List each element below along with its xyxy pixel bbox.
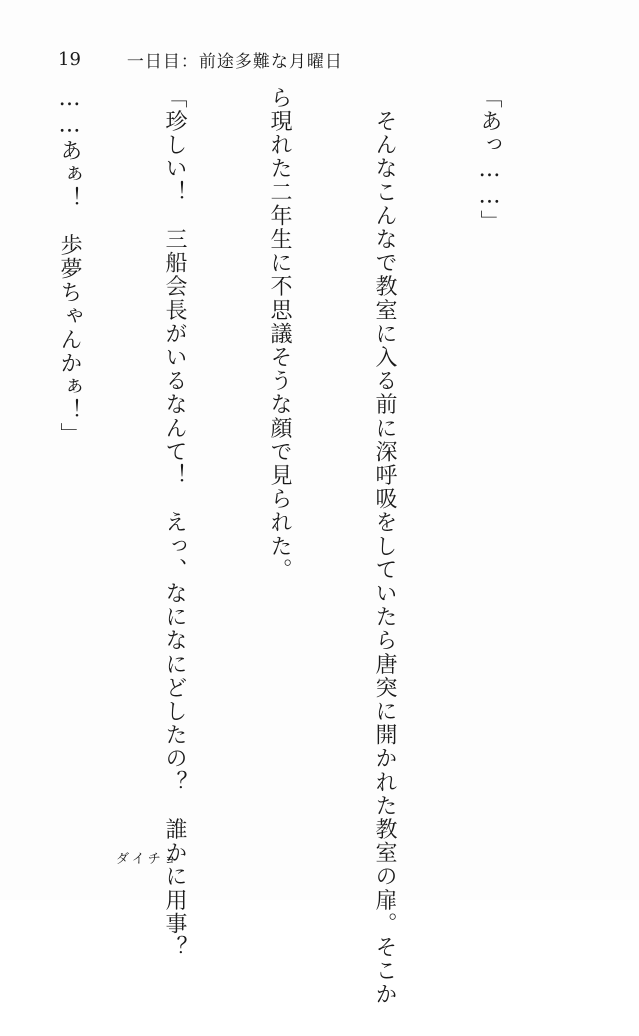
text-line: 「あっ……」 [477, 86, 502, 234]
page-header [58, 44, 343, 74]
text-line: 「珍しい！ 三船会長がいるなんて！ えっ、なになにどしたの？ 誰かに用事？ [162, 86, 187, 960]
text-line: そんなこんなで教室に入る前に深呼吸をしていたら唐突に開かれた教室の扉。そこか [372, 86, 397, 1007]
page-number: 19 [58, 48, 81, 70]
page-footer-signature: ダイチョ [116, 852, 180, 867]
chapter-title: 一日目：前途多難な月曜日 [126, 51, 343, 72]
vertical-body-text [0, 86, 577, 1007]
text-line: ら現れた二年生に不思議そうな顔で見られた。 [267, 86, 292, 582]
text-line: ……あぁ！ 歩夢ちゃんかぁ！」 [57, 86, 82, 446]
